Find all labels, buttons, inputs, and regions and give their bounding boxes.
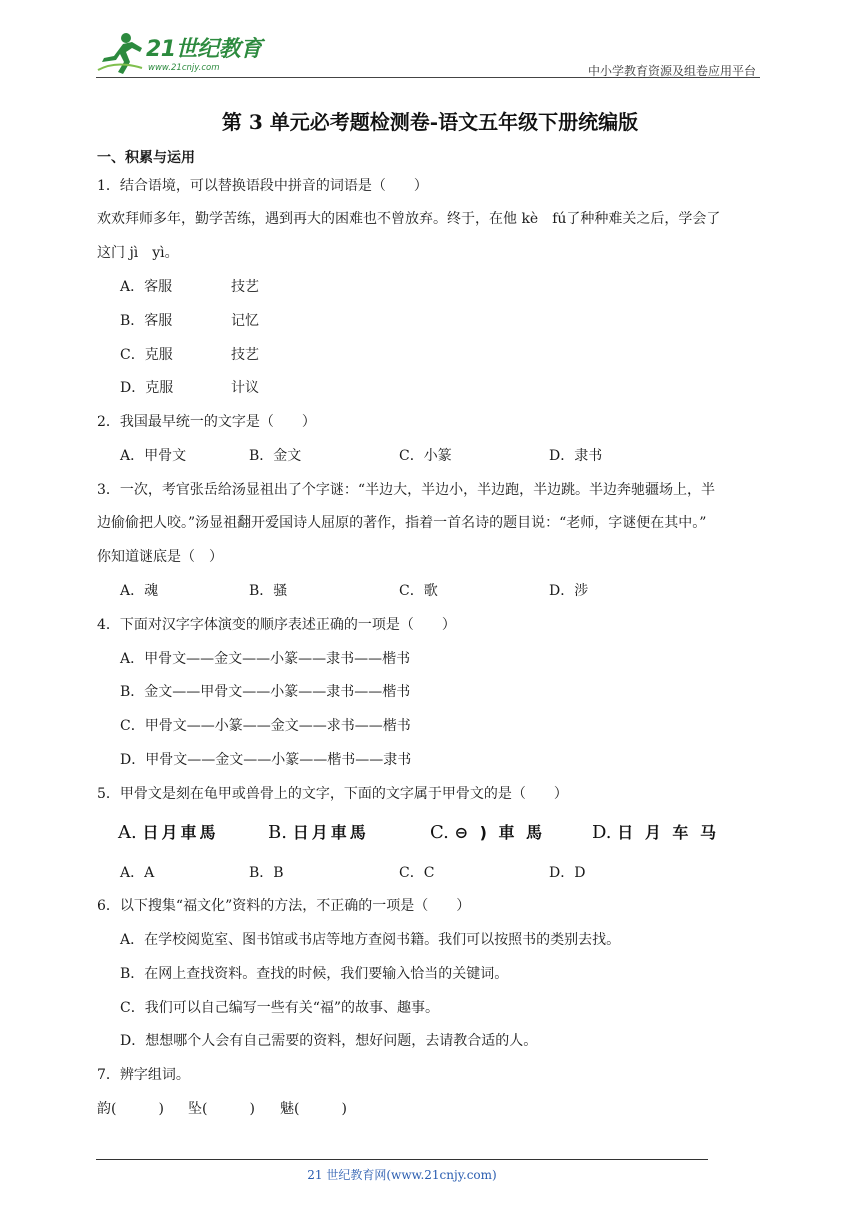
q5-stem: 5．甲骨文是刻在龟甲或兽骨上的文字，下面的文字属于甲骨文的是（ ）: [97, 786, 568, 802]
q5-option-c: C．C: [399, 865, 435, 881]
section-heading: 一、积累与运用: [97, 150, 195, 166]
header-platform: 中小学教育资源及组卷应用平台: [587, 64, 756, 78]
q1-option-a: A．客服: [120, 279, 173, 295]
q3-option-b: B．骚: [249, 583, 288, 599]
q6-option-b: B．在网上查找资料。查找的时候，我们要输入恰当的关键词。: [120, 966, 509, 982]
q3-stem: 边偷偷把人咬。”汤显祖翻开爱国诗人屈原的著作，指着一首名诗的题目说：“老师，字谜便在其中。”: [97, 515, 707, 531]
logo-text: 21世纪教育: [146, 37, 262, 62]
logo-url: www.21cnjy.com: [148, 63, 220, 73]
q3-option-d: D．涉: [549, 583, 589, 599]
q1-passage: 这门 jì yì。: [97, 245, 179, 261]
q5-image-glyphs: 日 月 车 马: [617, 823, 719, 842]
q1-option-b-word: 记忆: [231, 313, 259, 329]
header-divider: [96, 77, 760, 78]
q5-image-label: A.: [118, 822, 137, 843]
q5-image-glyphs: 日月車馬: [292, 823, 369, 842]
q3-stem: 3．一次，考官张岳给汤显祖出了个字谜：“半边大，半边小，半边跑，半边跳。半边奔驰疆场上，半: [97, 482, 716, 498]
q7-item: 魅( ): [280, 1101, 347, 1117]
q5-image-option-b: [268, 820, 369, 843]
q1-stem: 1．结合语境，可以替换语段中拼音的词语是（ ）: [97, 178, 428, 194]
q1-option-c: C．克服: [120, 347, 173, 363]
q6-option-c: C．我们可以自己编写一些有关“福”的故事、趣事。: [120, 1000, 440, 1016]
q4-option-a: A．甲骨文——金文——小篆——隶书——楷书: [120, 651, 411, 667]
q5-option-a: A．A: [120, 865, 155, 881]
logo: [96, 30, 266, 78]
q6-option-a: A．在学校阅览室、图书馆或书店等地方查阅书籍。我们可以按照书的类别去找。: [120, 932, 621, 948]
q7-item: 坠( ): [188, 1101, 255, 1117]
q4-option-d: D．甲骨文——金文——小篆——楷书——隶书: [120, 752, 412, 768]
q1-option-d-word: 计议: [231, 380, 259, 396]
q2-option-d: D．隶书: [549, 448, 603, 464]
q5-image-option-a: [118, 820, 218, 843]
q3-stem: 你知道谜底是（ ）: [97, 549, 223, 565]
q2-stem: 2．我国最早统一的文字是（ ）: [97, 414, 316, 430]
page-header: [96, 30, 760, 80]
q2-option-c: C．小篆: [399, 448, 452, 464]
q7-item: 韵( ): [97, 1101, 164, 1117]
runner-logo-icon: [96, 30, 146, 76]
q1-option-a-word: 技艺: [231, 279, 259, 295]
q5-image-label: C.: [430, 822, 449, 843]
q4-option-c: C．甲骨文——小篆——金文——求书——楷书: [120, 718, 411, 734]
q5-image-option-d: [592, 820, 719, 843]
q1-passage: 欢欢拜师多年，勤学苦练，遇到再大的困难也不曾放弃。终于，在他 kè fú了种种难关之后，学会了: [97, 211, 721, 227]
page-title: 第 3 单元必考题检测卷-语文五年级下册统编版: [221, 110, 639, 134]
q7-stem: 7．辨字组词。: [97, 1067, 190, 1083]
q4-option-b: B．金文——甲骨文——小篆——隶书——楷书: [120, 684, 411, 700]
q5-image-label: B.: [268, 822, 287, 843]
q5-image-glyphs: 日月車馬: [142, 823, 219, 842]
q2-option-b: B．金文: [249, 448, 302, 464]
q5-option-d: D．D: [549, 865, 586, 881]
q1-option-c-word: 技艺: [231, 347, 259, 363]
q4-stem: 4．下面对汉字字体演变的顺序表述正确的一项是（ ）: [97, 617, 456, 633]
q5-option-b: B．B: [249, 865, 284, 881]
q6-option-d: D．想想哪个人会有自己需要的资料，想好问题，去请教合适的人。: [120, 1033, 538, 1049]
page-footer: 21 世纪教育网(www.21cnjy.com): [307, 1168, 497, 1182]
q1-option-b: B．客服: [120, 313, 173, 329]
q1-option-d: D．克服: [120, 380, 174, 396]
q3-option-c: C．歌: [399, 583, 438, 599]
footer-divider: [96, 1159, 708, 1160]
q3-option-a: A．魂: [120, 583, 159, 599]
q5-image-option-c: [430, 820, 545, 843]
q2-option-a: A．甲骨文: [120, 448, 187, 464]
q6-stem: 6．以下搜集“福文化”资料的方法，不正确的一项是（ ）: [97, 898, 471, 914]
q5-image-label: D.: [592, 822, 612, 843]
q5-image-glyphs: ⊖ ) 車 馬: [454, 823, 546, 842]
q5-image-options: [118, 820, 738, 846]
